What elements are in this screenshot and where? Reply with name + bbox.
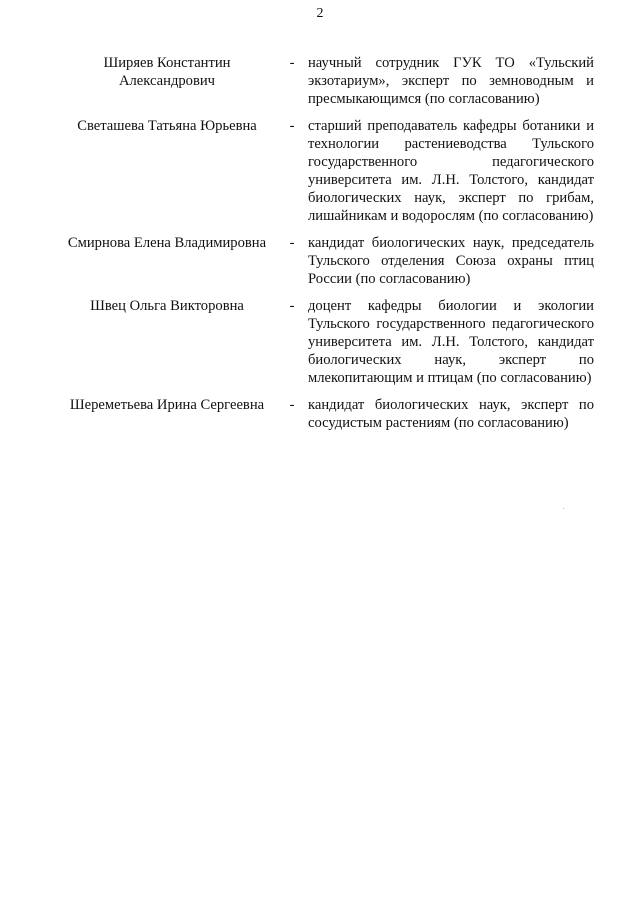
- member-dash: -: [289, 235, 295, 251]
- member-description: кандидат биологических наук, эксперт по сосудистым растениям (по согласованию): [308, 397, 594, 431]
- member-entry: [58, 54, 598, 108]
- member-name: Шереметьева Ирина Сергеевна: [69, 397, 265, 413]
- member-dash: -: [289, 118, 295, 134]
- scan-speck: [563, 508, 564, 509]
- member-name: Светашева Татьяна Юрьевна: [77, 118, 257, 134]
- member-dash: -: [289, 298, 295, 314]
- member-description: старший преподаватель кафедры ботаники и технологии растениеводства Тульского государственного педагогического университета им. Л.Н. Толстого, кандидат биологических наук, эксперт по грибам, лишайникам и водорослям (по согласованию): [308, 118, 594, 224]
- members-list: [58, 54, 598, 432]
- member-dash: -: [289, 55, 295, 71]
- member-entry: [58, 396, 598, 432]
- member-description: кандидат биологических наук, председатель Тульского отделения Союза охраны птиц России (по согласованию): [308, 235, 594, 287]
- member-entry: [58, 117, 598, 225]
- member-name: Ширяев Константин Александрович: [103, 55, 231, 89]
- member-entry: [58, 234, 598, 288]
- member-dash: -: [289, 397, 295, 413]
- member-name: Смирнова Елена Владимировна: [67, 235, 267, 251]
- member-description: научный сотрудник ГУК ТО «Тульский экзотариум», эксперт по земноводным и пресмыкающимся (по согласованию): [308, 55, 594, 107]
- page-number: 2: [316, 6, 324, 21]
- member-description: доцент кафедры биологии и экологии Тульского государственного педагогического университета им. Л.Н. Толстого, кандидат биологических наук, эксперт по млекопитающим и птицам (по согласованию): [308, 298, 594, 386]
- member-entry: [58, 297, 598, 387]
- member-name: Швец Ольга Викторовна: [90, 298, 244, 314]
